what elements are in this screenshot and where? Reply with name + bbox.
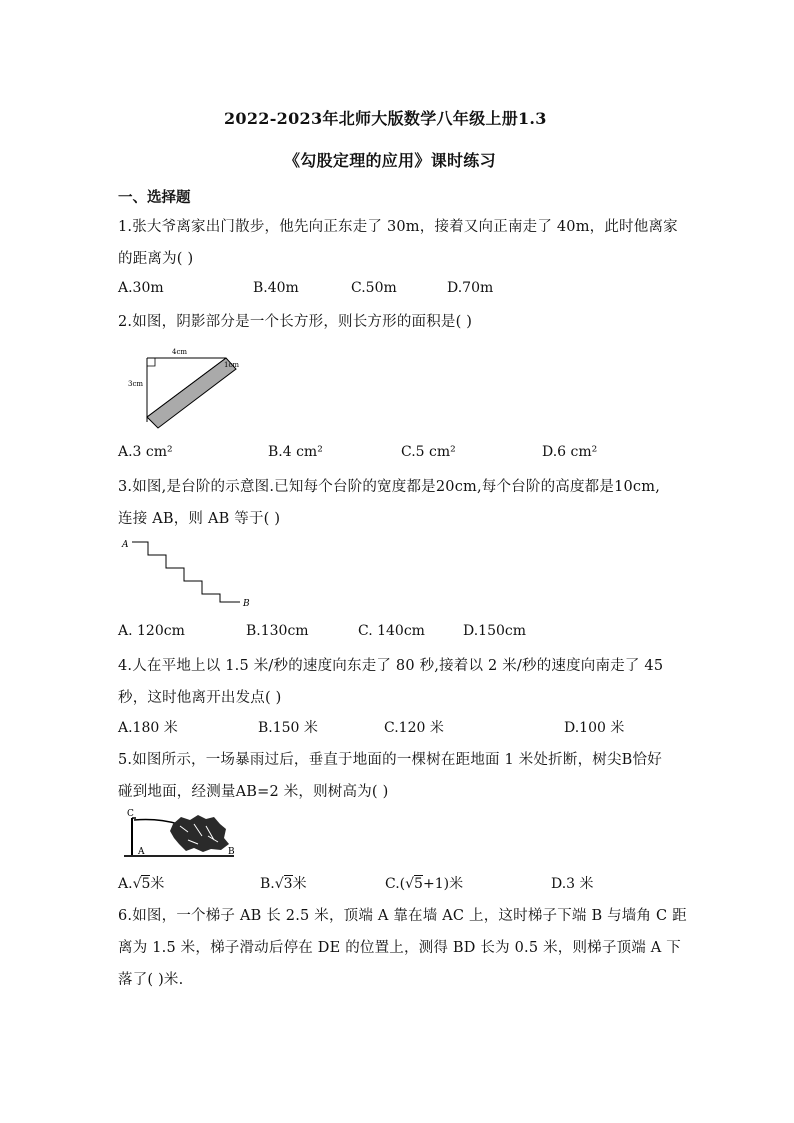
question-3-line-2: 连接 AB，则 AB 等于( )	[118, 511, 281, 527]
question-3-option-b: B.130cm	[246, 623, 309, 639]
question-1-line-1: 1.张大爷离家出门散步，他先向正东走了 30m，接着又向正南走了 40m，此时他离家	[118, 219, 678, 235]
question-3-option-d: D.150cm	[463, 623, 527, 639]
figure-2-label-top: 4cm	[172, 348, 188, 356]
question-5-line-1: 5.如图所示，一场暴雨过后，垂直于地面的一棵树在距地面 1 米处折断，树尖B恰好	[118, 752, 662, 768]
question-5-line-2: 碰到地面，经测量AB=2 米，则树高为( )	[118, 784, 389, 800]
question-5-option-c	[385, 873, 463, 893]
title-line-1: 2022-2023年北师大版数学八年级上册1.3	[224, 109, 547, 128]
figure-3-label-a: A	[122, 540, 129, 550]
question-4-option-c: C.120 米	[384, 720, 444, 736]
option-b-prefix: B.	[260, 876, 275, 892]
question-3-option-c: C. 140cm	[358, 623, 425, 639]
question-1-option-a: A.30m	[118, 280, 164, 296]
question-1-option-d: D.70m	[447, 280, 494, 296]
sqrt-icon: √	[405, 876, 415, 892]
figure-3-label-b: B	[243, 599, 250, 609]
question-5-option-b	[260, 873, 307, 893]
option-b-radicand: 3	[283, 876, 293, 892]
question-1-line-2: 的距离为( )	[118, 251, 194, 267]
question-4-line-2: 秒，这时他离开出发点( )	[118, 690, 282, 706]
question-2-option-d: D.6 cm²	[542, 444, 598, 460]
question-4-option-d: D.100 米	[564, 720, 625, 736]
question-5-figure	[118, 806, 248, 860]
option-a-prefix: A.	[118, 876, 133, 892]
question-6-line-2: 离为 1.5 米，梯子滑动后停在 DE 的位置上，测得 BD 长为 0.5 米，则梯子顶端 A 下	[118, 940, 681, 956]
question-3-option-a: A. 120cm	[118, 623, 185, 639]
question-6-line-1: 6.如图，一个梯子 AB 长 2.5 米，顶端 A 靠在墙 AC 上，这时梯子下端 B 与墙角 C 距	[118, 908, 687, 924]
option-a-suffix: 米	[150, 876, 165, 892]
option-b-suffix: 米	[292, 876, 307, 892]
question-6-line-3: 落了( )米.	[118, 972, 184, 988]
sqrt-icon: √	[132, 876, 142, 892]
question-5-option-a	[118, 873, 164, 893]
option-c-radicand: 5	[414, 876, 423, 892]
figure-2-label-width: 1cm	[224, 361, 240, 369]
figure-5-label-b: B	[228, 847, 235, 857]
figure-2-label-side: 3cm	[128, 380, 144, 388]
sqrt-icon: √	[274, 876, 284, 892]
question-5-option-d: D.3 米	[551, 876, 594, 892]
question-2-option-c: C.5 cm²	[401, 444, 456, 460]
question-1-option-b: B.40m	[253, 280, 299, 296]
figure-5-label-c: C	[127, 809, 134, 819]
option-a-radicand: 5	[141, 876, 151, 892]
question-1-option-c: C.50m	[351, 280, 397, 296]
question-2-option-b: B.4 cm²	[268, 444, 323, 460]
figure-5-label-a: A	[138, 847, 145, 857]
question-2-option-a: A.3 cm²	[118, 444, 173, 460]
question-2-figure	[118, 342, 268, 434]
option-c-suffix: +1)米	[422, 876, 464, 892]
question-4-option-b: B.150 米	[258, 720, 318, 736]
question-3-figure	[118, 534, 268, 610]
title-line-2: 《勾股定理的应用》课时练习	[284, 151, 496, 170]
question-3-line-1: 3.如图,是台阶的示意图.已知每个台阶的宽度都是20cm,每个台阶的高度都是10cm,	[118, 479, 661, 495]
section-heading: 一、选择题	[118, 189, 191, 206]
question-4-option-a: A.180 米	[118, 720, 178, 736]
question-2-line-1: 2.如图，阴影部分是一个长方形，则长方形的面积是( )	[118, 314, 473, 330]
option-c-prefix: C.(	[385, 876, 406, 892]
question-4-line-1: 4.人在平地上以 1.5 米/秒的速度向东走了 80 秒,接着以 2 米/秒的速度向南走了 45	[118, 658, 664, 674]
